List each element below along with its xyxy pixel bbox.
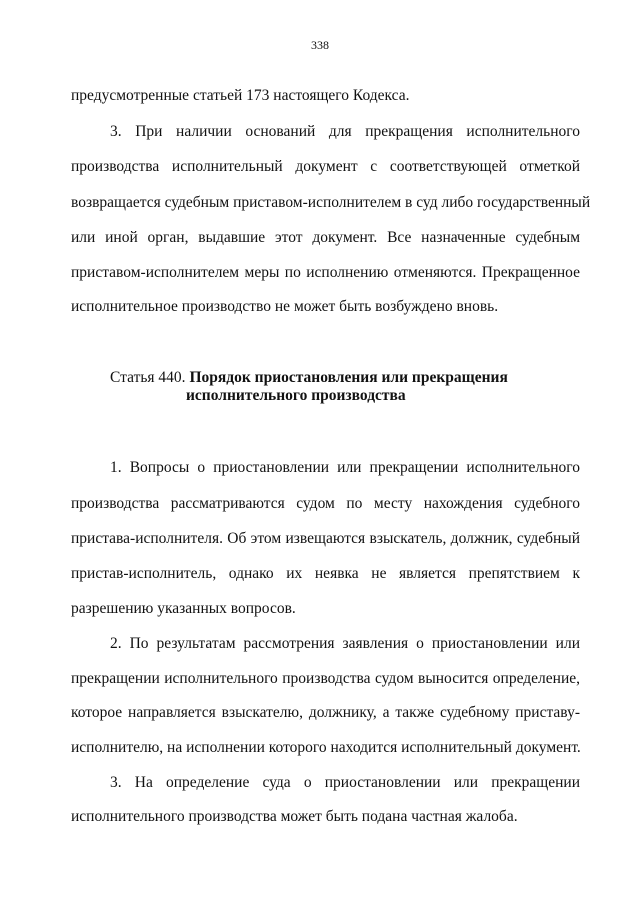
paragraph-2-line-1: 2. По результатам рассмотрения заявления о приостановлении или — [110, 635, 580, 652]
prev-paragraph-3-line-5: приставом-исполнителем меры по исполнению отменяются. Прекращенное — [71, 264, 580, 281]
article-title-line-1: Порядок приостановления или прекращения — [189, 369, 508, 386]
paragraph-2-line-3: которое направляется взыскателю, должнику, а также судебному приставу- — [71, 704, 580, 721]
paragraph-1-line-4: пристав-исполнитель, однако их неявка не является препятствием к — [71, 565, 580, 582]
prev-paragraph-3-line-1: 3. При наличии оснований для прекращения исполнительного — [110, 123, 580, 140]
paragraph-3-line-2: исполнительного производства может быть подана частная жалоба. — [71, 808, 518, 825]
article-label: Статья 440. — [110, 369, 190, 386]
prev-paragraph-3-line-4: или иной орган, выдавшие этот документ. Все назначенные судебным — [71, 229, 580, 246]
article-heading-line-2 — [186, 386, 406, 406]
paragraph-1-line-3: пристава-исполнителя. Об этом извещаются взыскатель, должник, судебный — [71, 530, 580, 547]
paragraph-1-line-1: 1. Вопросы о приостановлении или прекращении исполнительного — [110, 459, 580, 476]
article-title-line-2: исполнительного производства — [186, 387, 406, 404]
prev-paragraph-3-line-6: исполнительное производство не может быть возбуждено вновь. — [71, 298, 499, 315]
page-number: 338 — [311, 38, 329, 52]
prev-paragraph-3-line-3: возвращается судебным приставом-исполнителем в суд либо государственный — [71, 194, 591, 211]
paragraph-1-line-5: разрешению указанных вопросов. — [71, 600, 296, 617]
article-heading-line-1 — [110, 368, 508, 388]
prev-paragraph-3-line-2: производства исполнительный документ с соответствующей отметкой — [71, 158, 580, 175]
paragraph-2-line-2: прекращении исполнительного производства судом выносится определение, — [71, 670, 580, 687]
paragraph-3-line-1: 3. На определение суда о приостановлении или прекращении — [110, 774, 580, 791]
paragraph-1-line-2: производства рассматриваются судом по месту нахождения судебного — [71, 495, 580, 512]
paragraph-2-line-4: исполнителю, на исполнении которого находится исполнительный документ. — [71, 739, 581, 756]
intro-line: предусмотренные статьей 173 настоящего Кодекса. — [71, 87, 410, 104]
